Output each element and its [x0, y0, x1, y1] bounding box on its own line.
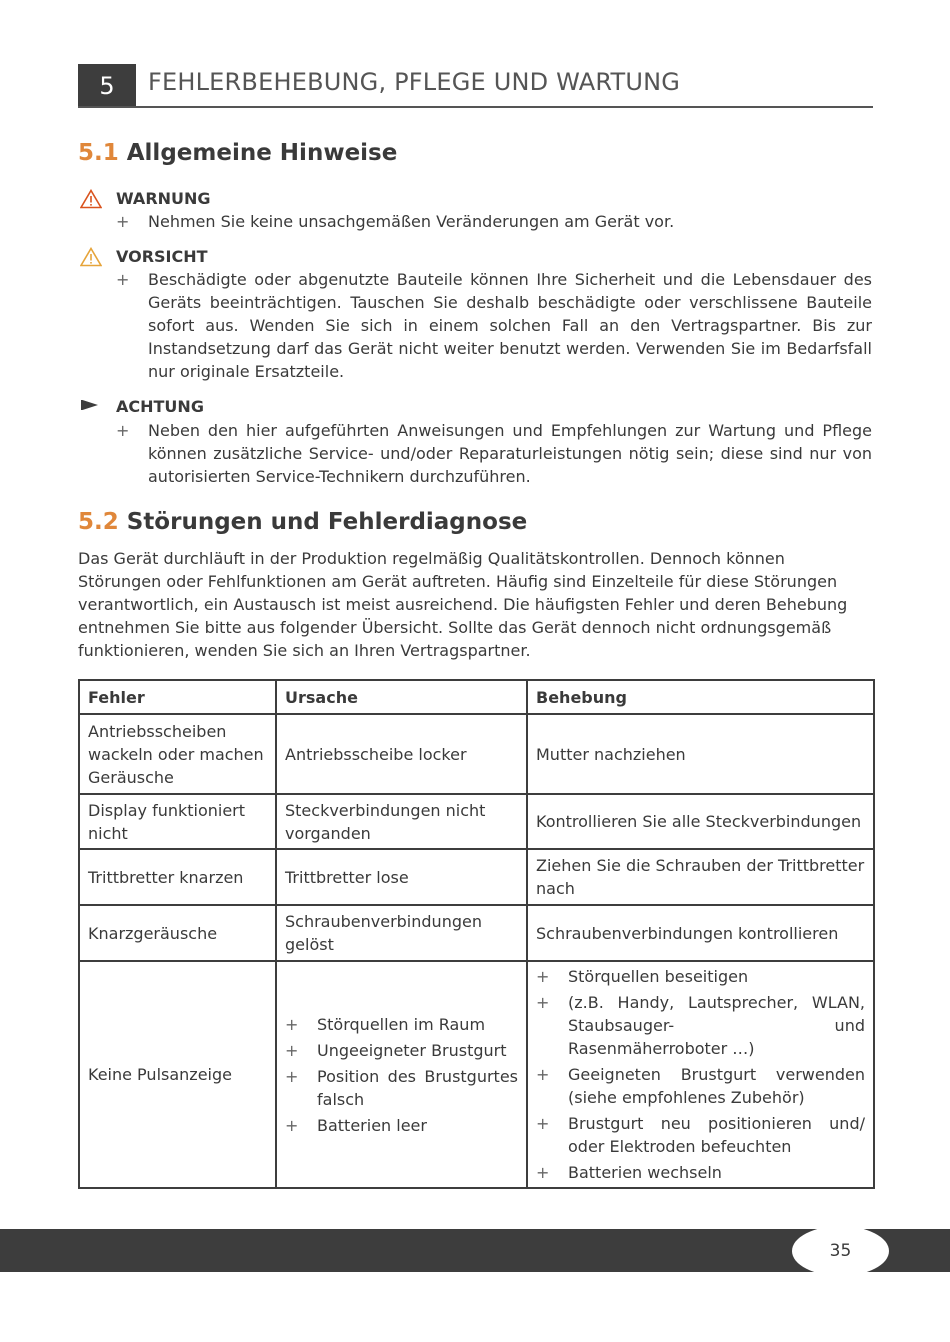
plus-bullet: + — [116, 212, 130, 231]
list-item: + (z.B. Handy, Lautsprecher, WLAN, Staubsauger- und Rasenmäherroboter …) — [536, 991, 865, 1060]
list-item: + Ungeeigneter Brustgurt — [285, 1039, 518, 1062]
cell-behebung: Kontrollieren Sie alle Steckverbindungen — [527, 794, 874, 849]
chapter-title: FEHLERBEHEBUNG, PFLEGE UND WARTUNG — [148, 68, 681, 96]
cell-behebung-list — [527, 961, 874, 1188]
cell-fehler: Knarzgeräusche — [79, 905, 276, 961]
section-heading-5-1 — [78, 140, 397, 166]
cell-ursache: Antriebsscheibe locker — [276, 714, 527, 794]
cell-fehler: Keine Pulsanzeige — [79, 961, 276, 1188]
list-item: + Batterien leer — [285, 1114, 518, 1137]
column-header-fehler: Fehler — [79, 680, 276, 714]
attention-heading: ACHTUNG — [116, 397, 204, 416]
chapter-number: 5 — [78, 64, 136, 108]
attention-text: Neben den hier aufgeführten Anweisungen und Empfehlungen zur Wartung und Pflege können zusätzliche Service- und/oder Reparaturleistungen nötig sein; diese sind nur von autorisierten Service-Technikern durchzuführen. — [148, 421, 872, 486]
cell-behebung: Mutter nachziehen — [527, 714, 874, 794]
section-title: Allgemeine Hinweise — [126, 140, 398, 166]
section-number: 5.2 — [78, 509, 119, 535]
chapter-divider — [78, 106, 873, 108]
table-row — [79, 905, 874, 961]
cell-fehler: Antriebsscheiben wackeln oder machen Geräusche — [79, 714, 276, 794]
cell-fehler: Trittbretter knarzen — [79, 849, 276, 905]
table-row — [79, 849, 874, 905]
column-header-behebung: Behebung — [527, 680, 874, 714]
pointer-arrow-icon — [80, 399, 100, 411]
column-header-ursache: Ursache — [276, 680, 527, 714]
list-item: + Störquellen beseitigen — [536, 965, 865, 988]
section-heading-5-2 — [78, 509, 527, 535]
plus-bullet: + — [116, 270, 130, 289]
section-title: Störungen und Fehlerdiagnose — [126, 509, 528, 535]
cell-behebung: Schraubenverbindungen kontrollieren — [527, 905, 874, 961]
cell-ursache-list — [276, 961, 527, 1188]
warning-text: Nehmen Sie keine unsachgemäßen Veränderungen am Gerät vor. — [148, 212, 675, 231]
warning-triangle-icon — [80, 189, 102, 209]
troubleshooting-table — [78, 679, 875, 1189]
cell-ursache: Schraubenverbindungen gelöst — [276, 905, 527, 961]
caution-triangle-icon — [80, 247, 102, 267]
warning-heading: WARNUNG — [116, 189, 211, 208]
table-row-pulse — [79, 961, 874, 1188]
list-item: + Brustgurt neu positionieren und/ oder Elektroden befeuchten — [536, 1112, 865, 1158]
remedy-list — [536, 965, 865, 1184]
list-item: + Position des Brustgurtes falsch — [285, 1065, 518, 1111]
section-intro: Das Gerät durchläuft in der Produktion regelmäßig Qualitätskontrollen. Dennoch können Störungen oder Fehlfunktionen am Gerät auftreten. Häufig sind Einzelteile für diese Störungen verantwortlich, ein Austausch ist meist ausreichend. Die häufigsten Fehler und deren Behebung entnehmen Sie bitte aus folgender Übersicht. Sollte das Gerät dennoch nicht ordnungsgemäß funktionieren, wenden Sie sich an Ihren Vertragspartner. — [78, 549, 848, 660]
section-number: 5.1 — [78, 140, 119, 166]
caution-text: Beschädigte oder abgenutzte Bauteile können Ihre Sicherheit und die Lebensdauer des Geräts beeinträchtigen. Tauschen Sie deshalb beschädigte oder verschlissene Bauteile sofort aus. Wenden Sie sich in einem solchen Fall an den Vertragspartner. Bis zur Instandsetzung darf das Gerät nicht weiter benutzt werden. Verwenden Sie im Bedarfsfall nur originale Ersatzteile. — [148, 270, 872, 381]
table-row — [79, 794, 874, 849]
cell-ursache: Steckverbindungen nicht vorganden — [276, 794, 527, 849]
page-number: 35 — [792, 1226, 889, 1276]
list-item: + Störquellen im Raum — [285, 1013, 518, 1036]
cell-behebung: Ziehen Sie die Schrauben der Trittbretter nach — [527, 849, 874, 905]
table-row — [79, 714, 874, 794]
cause-list — [285, 1013, 518, 1137]
list-item: + Geeigneten Brustgurt verwenden (siehe empfohlenes Zubehör) — [536, 1063, 865, 1109]
cell-fehler: Display funktioniert nicht — [79, 794, 276, 849]
cell-ursache: Trittbretter lose — [276, 849, 527, 905]
table-header-row — [79, 680, 874, 714]
list-item: + Batterien wechseln — [536, 1161, 865, 1184]
plus-bullet: + — [116, 421, 130, 440]
caution-heading: VORSICHT — [116, 247, 208, 266]
